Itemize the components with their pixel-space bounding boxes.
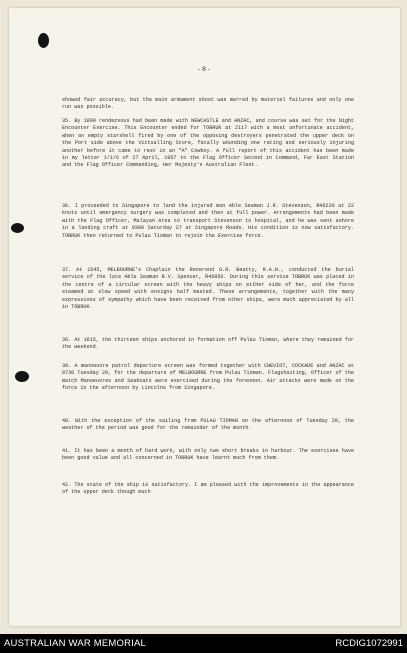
punch-hole-middle	[11, 223, 24, 233]
paragraph-34-end: showed fair accuracy, but the main armament shoot was marred by materiel failures and only one run was possible.	[62, 97, 354, 111]
paragraph-36: 36. I proceeded to Singapore to land the injured man Able Seaman J.R. Stevenson, R46220 at 22 knots until emergency surgery was completed and then at full power. Arrangements had been made with the Flag Officer, Malayan Area to transport Stevenson to hospital, and he was sent ashore in a landing craft at 0300 Saturday 27 at Singapore Roads. His condition is now satisfactory. TOBRUK then returned to Pulau Tioman to rejoin the Exercise force.	[62, 203, 354, 239]
punch-hole-lower	[15, 371, 29, 382]
archive-name: AUSTRALIAN WAR MEMORIAL	[4, 638, 147, 649]
archive-footer	[0, 634, 407, 653]
paragraph-42: 42. The state of the ship is satisfactory. I am pleased with the improvements in the appearance of the upper deck though much	[62, 482, 354, 496]
paragraph-35: 35. By 1800 rendezvous had been made with NEWCASTLE and ANZAC, and course was set for the Night Encounter Exercise. This Encounter ended for TOBRUK at 2117 with a most unfortunate accident, when an empty starshell fired by one of the opposing destroyers penetrated the upper deck on the Port side above the Victualling Store, fatally wounding one rating and seriously injuring another before it came to rest in an "A" Cowboy. A full report of this accident has been made in my letter 1/1/6 of 27 April, 1957 to the Flag Officer Second in Command, Far East Station and the Flag Officer Commanding, Her Majesty's Australian Fleet.	[62, 118, 354, 169]
paragraph-41: 41. It has been a month of hard work, with only two short breaks in harbour. The exercises have been good value and all concerned in TOBRUK have learnt much from them.	[62, 448, 354, 462]
record-id: RCDIG1072991	[335, 638, 403, 649]
paragraph-40: 40. With the exception of the sailing from PULAU TIOMAN on the afternoon of Tuesday 29, the weather of the period was good for the remainder of the month.	[62, 418, 354, 432]
paragraph-39: 39. A manoeuvre patrol departure screen was formed together with CHEVIOT, COCKADE and ANZAC at 0730 Tuesday 29, for the departure of MELBOURNE from Pulau Tioman. Flagshaiting, Officer of the Watch Manoeuvres and Seaboats were exercised during the forenoon. Air attacks were made on the force in the afternoon by Lincolns from Singapore.	[62, 363, 354, 392]
paragraph-37: 37. At 1545, MELBOURNE's Chaplain the Reverend G.R. Beatty, R.A.N., conducted the burial service of the late Able Seaman R.V. Spencer, R46856. During this service TOBRUK was placed in the centre of a circular screen with the heavy ships on either side of her, and the force steamed at slow speed with ensigns half masted. These arrangements, together with the many expressions of sympathy which have been received from other ships, were much appreciated by all in TOBRUK.	[62, 267, 354, 311]
page-number: -8-	[197, 66, 212, 73]
paragraph-38: 38. At 1615, the thirteen ships anchored in formation off Pulau Tioman, where they remained for the weekend.	[62, 337, 354, 351]
punch-hole-top	[38, 33, 49, 48]
document-page	[9, 8, 400, 626]
